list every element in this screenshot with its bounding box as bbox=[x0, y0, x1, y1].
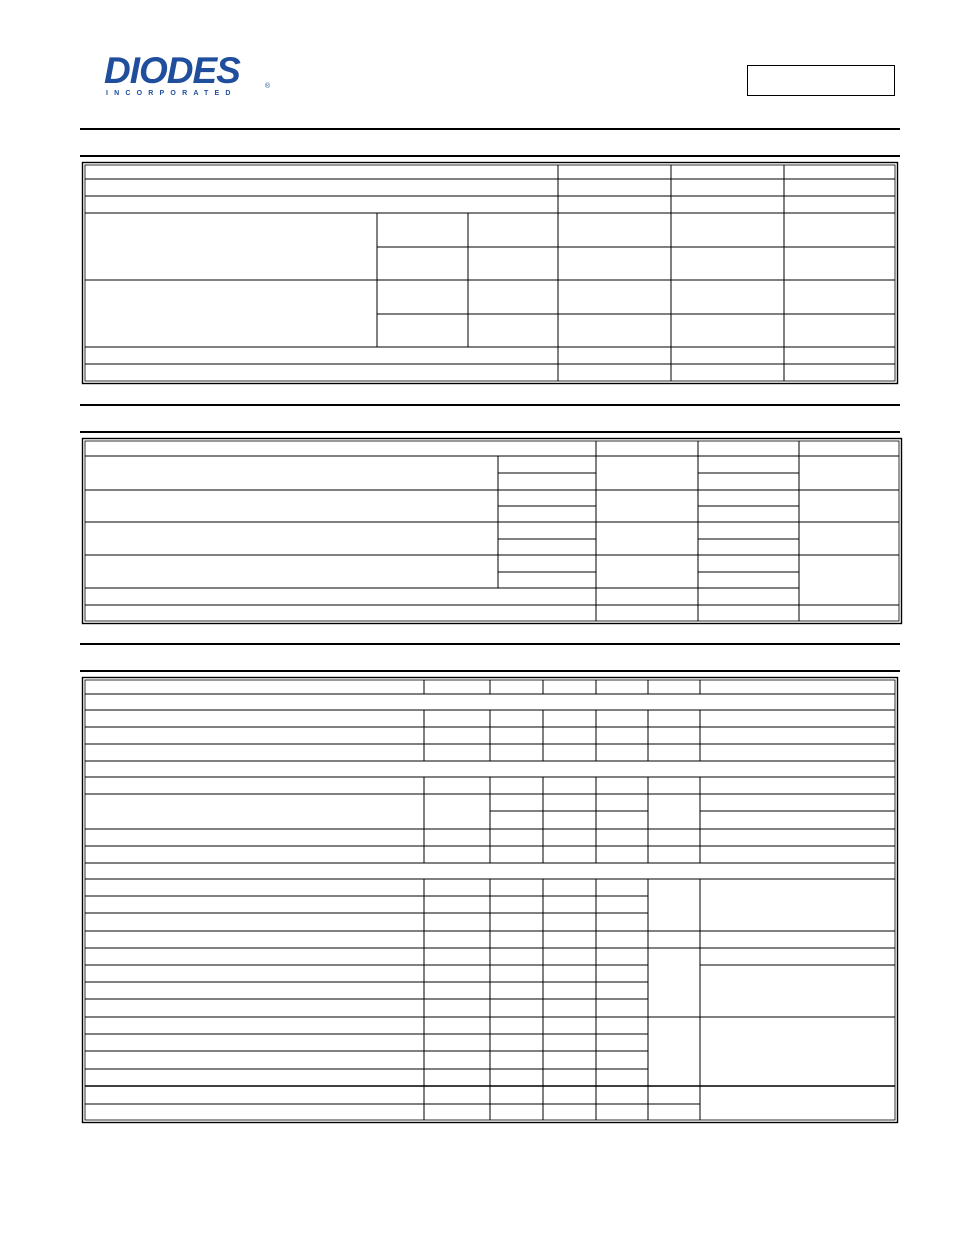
table-3-cols bbox=[424, 680, 700, 1120]
logo-wordmark: DIODES bbox=[104, 50, 240, 91]
registered-mark: ® bbox=[264, 83, 270, 90]
logo-subtitle: INCORPORATED bbox=[106, 90, 237, 97]
